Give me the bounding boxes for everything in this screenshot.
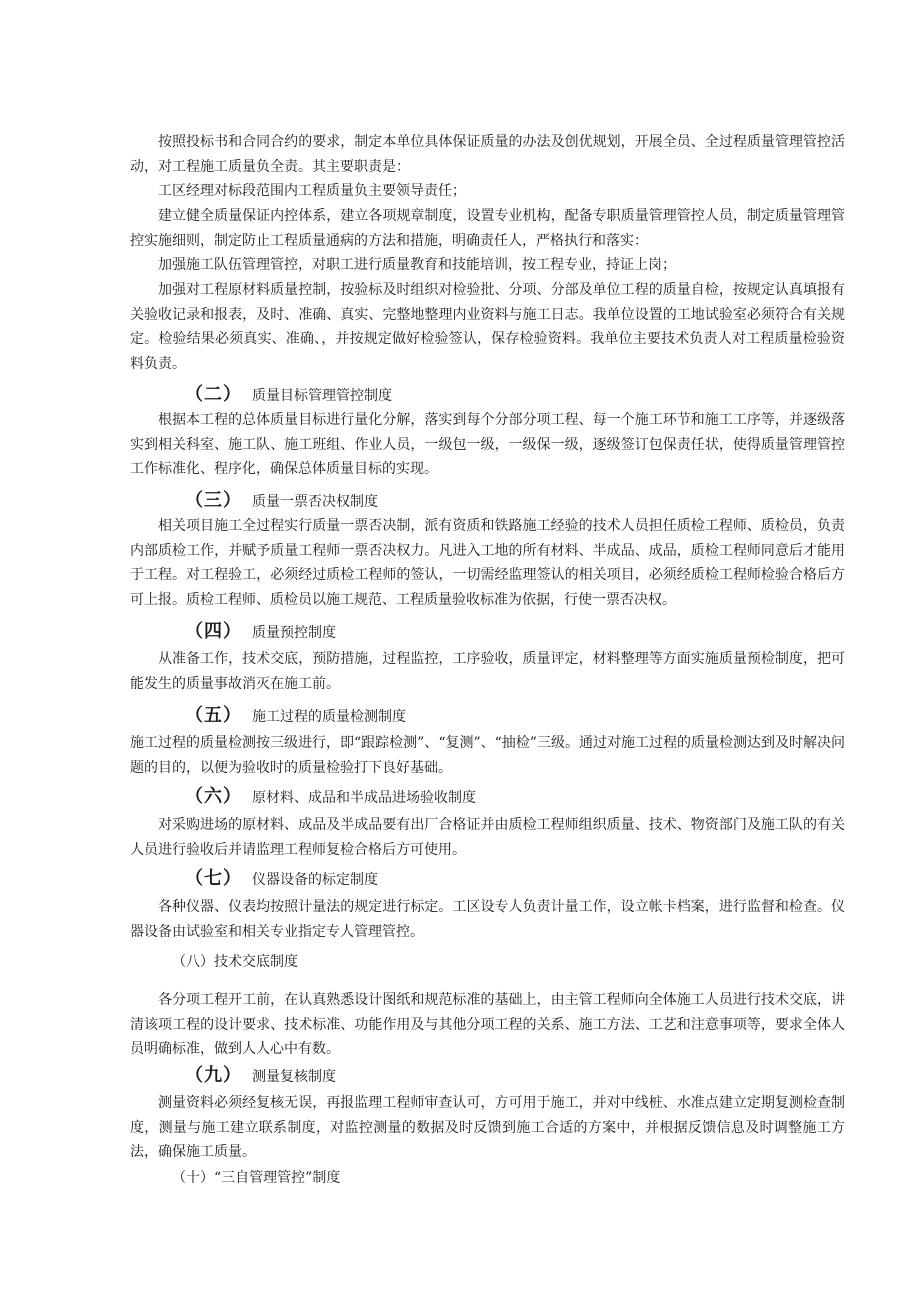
intro-paragraph-4: 加强施工队伍管理管控，对职工进行质量教育和技能培训，按工程专业，持证上岗；: [158, 257, 676, 273]
section-title: 原材料、成品和半成品进场验收制度: [252, 790, 476, 806]
section-number: （三）: [185, 490, 242, 511]
intro-paragraph-3: 建立健全质量保证内控体系，建立各项规章制度，设置专业机构，配备专职质量管理管控人员，制定质量管理管控实施细则，制定防止工程质量通病的方法和措施，明确责任人，严格执行和落实：: [130, 208, 845, 249]
section-body-8: 各分项工程开工前，在认真熟悉设计图纸和规范标准的基础上，由主管工程师向全体施工人员进行技术交底，讲清该项工程的设计要求、技术标准、功能作用及与其他分项工程的关系、施工方法、工艺和注意事项等，要求全体人员明确标准，做到人人心中有数。: [130, 992, 845, 1057]
section-number: （六）: [185, 786, 242, 807]
intro-paragraph-5: 加强对工程原材料质量控制，按验标及时组织对检验批、分项、分部及单位工程的质量自检，按规定认真填报有关验收记录和报表，及时、准确、真实、完整地整理内业资料与施工日志。我单位设置的工地试验室必须符合有关规定。检验结果必须真实、准确、，并按规定做好检验签认，保存检验资料。我单位主要技术负责人对工程质量检验资料负责。: [130, 282, 845, 372]
section-title: “三自管理管控”制度: [214, 1170, 341, 1186]
section-number: （七）: [185, 868, 242, 889]
intro-paragraph-2: 工区经理对标段范围内工程质量负主要领导责任；: [158, 183, 466, 199]
section-number: （五）: [185, 705, 242, 726]
section-title: 质量一票否决权制度: [252, 494, 378, 510]
section-body-7: 各种仪器、仪表均按照计量法的规定进行标定。工区设专人负责计量工作，设立帐卡档案，进行监督和检查。仪器设备由试验室和相关专业指定专人管理管控。: [130, 899, 845, 940]
section-body-4: 从准备工作，技术交底，预防措施，过程监控，工序验收，质量评定，材料整理等方面实施质量预检制度，把可能发生的质量事故消灭在施工前。: [130, 651, 845, 692]
section-heading-6: [185, 785, 476, 810]
section-title: 技术交底制度: [214, 954, 298, 970]
section-heading-3: [185, 489, 378, 514]
section-number: （八）: [172, 954, 214, 970]
section-heading-4: [185, 620, 336, 645]
section-body-2: 根据本工程的总体质量目标进行量化分解，落实到每个分部分项工程、每一个施工环节和施工工序等，并逐级落实到相关科室、施工队、施工班组、作业人员，一级包一级，一级保一级，逐级签订包保责任状，使得质量管理管控工作标准化、程序化，确保总体质量目标的实现。: [130, 412, 845, 477]
section-heading-5: [185, 704, 406, 729]
section-number: （四）: [185, 621, 242, 642]
section-heading-8: [172, 950, 298, 974]
section-body-9: 测量资料必须经复核无误，再报监理工程师审查认可，方可用于施工，并对中线桩、水准点建立定期复测检查制度，测量与施工建立联系制度，对监控测量的数据及时反馈到施工合适的方案中，并根据反馈信息及时调整施工方法，确保施工质量。: [130, 1095, 845, 1160]
section-title: 施工过程的质量检测制度: [252, 709, 406, 725]
section-number: （九）: [185, 1065, 242, 1086]
section-title: 仪器设备的标定制度: [252, 872, 378, 888]
section-body-3: 相关项目施工全过程实行质量一票否决制，派有资质和铁路施工经验的技术人员担任质检工程师、质检员，负责内部质检工作，并赋予质量工程师一票否决权力。凡进入工地的所有材料、半成品、成品，质检工程师同意后才能用于工程。对工程验工，必须经过质检工程师的签认，一切需经监理签认的相关项目，必须经质检工程师检验合格后方可上报。质检工程师、质检员以施工规范、工程质量验收标准为依据，行使一票否决权。: [130, 518, 845, 608]
section-number: （二）: [185, 384, 242, 405]
section-title: 测量复核制度: [252, 1069, 336, 1085]
section-heading-2: [185, 383, 392, 408]
section-heading-9: [185, 1064, 336, 1089]
section-title: 质量目标管理管控制度: [252, 388, 392, 404]
intro-paragraph-1: 按照投标书和合同合约的要求，制定本单位具体保证质量的办法及创优规划，开展全员、全过程质量管理管控活动，对工程施工质量负全责。其主要职责是：: [130, 134, 845, 175]
section-body-6: 对采购进场的原材料、成品及半成品要有出厂合格证并由质检工程师组织质量、技术、物资部门及施工队的有关人员进行验收后并请监理工程师复检合格后方可使用。: [130, 817, 845, 858]
section-heading-10: [172, 1166, 340, 1190]
section-title: 质量预控制度: [252, 625, 336, 641]
section-number: （十）: [172, 1170, 214, 1186]
section-heading-7: [185, 867, 378, 892]
section-body-5: 施工过程的质量检测按三级进行，即“跟踪检测”、“复测”、“抽检”三级。通过对施工过程的质量检测达到及时解决问题的目的，以便为验收时的质量检验打下良好基础。: [130, 735, 845, 776]
